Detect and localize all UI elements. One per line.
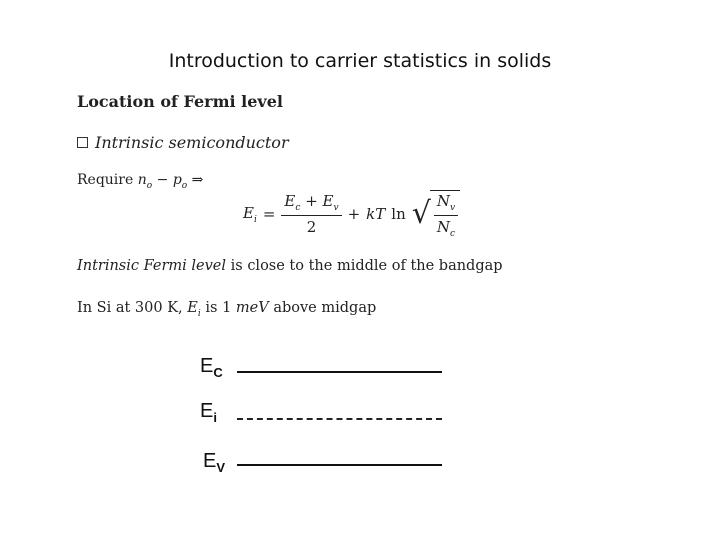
valence-band-line	[237, 464, 442, 466]
statement2-var: E	[187, 300, 198, 316]
label-ev-sub: V	[216, 460, 226, 475]
label-ev	[203, 450, 225, 475]
statement-fermi-middle	[77, 258, 503, 274]
require-minus: −	[152, 172, 173, 188]
bullet-label: Intrinsic semiconductor	[95, 133, 289, 152]
eq-num-plus: +	[300, 192, 323, 210]
require-n: n	[137, 172, 147, 188]
slide-title: Introduction to carrier statistics in solids	[168, 50, 552, 72]
statement2-mid: is 1	[200, 300, 236, 316]
section-heading: Location of Fermi level	[77, 92, 283, 111]
eq-nc-sub: c	[450, 228, 456, 239]
eq-lhs-var: E	[243, 203, 254, 222]
label-ec	[200, 355, 223, 380]
label-ei-letter: E	[200, 400, 214, 422]
eq-ratio-num	[434, 192, 458, 216]
label-ei	[200, 400, 217, 425]
eq-nc: N	[436, 217, 450, 236]
eq-plus: +	[347, 205, 361, 223]
eq-ratio	[434, 192, 458, 239]
statement1-rest: is close to the middle of the bandgap	[226, 258, 503, 274]
sqrt-icon: √	[411, 196, 431, 231]
fermi-level-equation	[243, 188, 460, 240]
eq-sqrt-body	[430, 190, 460, 239]
statement1-italic: Intrinsic Fermi level	[77, 258, 227, 274]
eq-ev: E	[322, 192, 334, 210]
eq-ec-sub: c	[295, 203, 301, 213]
require-sub-o2: o	[181, 180, 188, 191]
require-prefix: Require	[77, 172, 138, 188]
statement2-unit: meV	[235, 300, 269, 316]
eq-ec: E	[284, 192, 296, 210]
eq-lhs-sub: i	[253, 214, 257, 225]
label-ev-letter: E	[203, 450, 217, 472]
eq-sqrt	[412, 190, 460, 239]
label-ec-letter: E	[200, 355, 214, 377]
statement2-sub: i	[197, 308, 201, 319]
eq-numerator	[281, 192, 341, 216]
eq-kt: kT	[366, 205, 386, 223]
eq-fraction	[281, 192, 341, 236]
eq-ln: ln	[391, 205, 406, 223]
bullet-square-icon	[77, 137, 88, 148]
eq-equals: =	[262, 205, 276, 223]
label-ei-sub: i	[213, 410, 217, 425]
statement2-prefix: In Si at 300 K,	[77, 300, 188, 316]
label-ec-sub: C	[213, 365, 223, 380]
require-sub-o1: o	[146, 180, 153, 191]
eq-nv: N	[436, 191, 450, 210]
eq-denominator: 2	[306, 218, 317, 236]
eq-nv-sub: v	[449, 202, 456, 213]
bullet-intrinsic	[77, 133, 289, 152]
eq-ratio-den	[437, 216, 455, 239]
conduction-band-line	[237, 371, 442, 373]
implies-arrow: ⇒	[187, 172, 204, 188]
require-p: p	[172, 172, 182, 188]
intrinsic-level-line	[237, 418, 442, 420]
statement-si-300k	[77, 300, 376, 319]
statement2-suffix: above midgap	[268, 300, 377, 316]
require-condition	[77, 172, 203, 191]
eq-lhs	[243, 204, 257, 225]
eq-ev-sub: v	[333, 203, 339, 213]
